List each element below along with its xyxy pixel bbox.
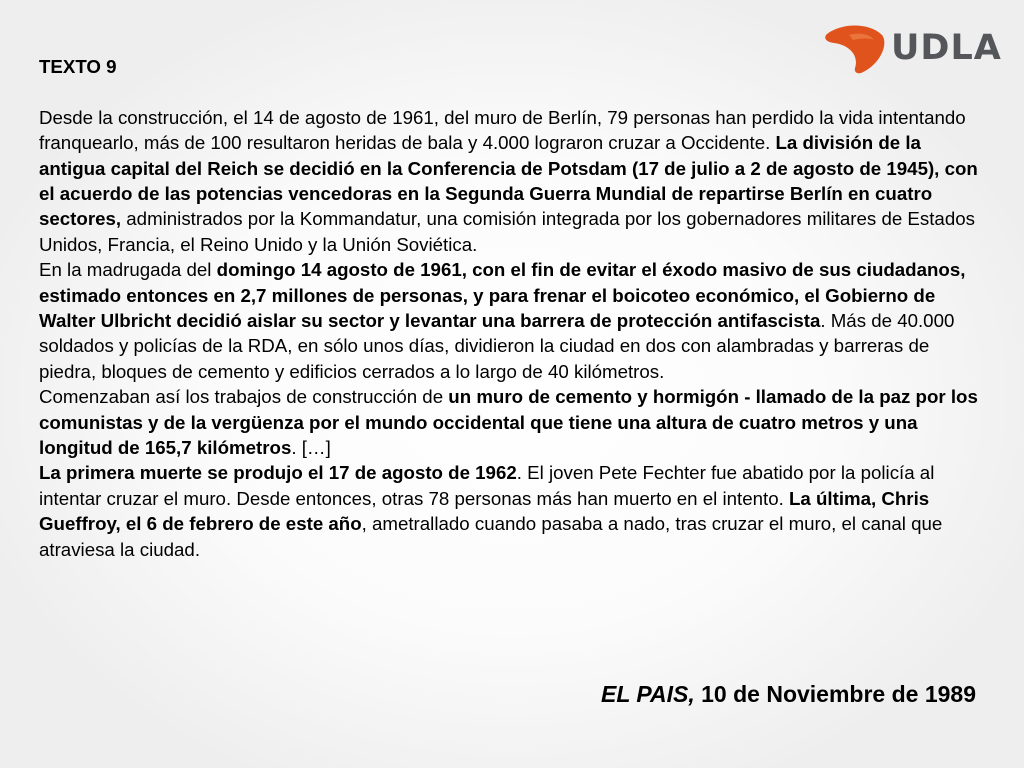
- text-segment: En la madrugada del: [39, 259, 217, 281]
- bold-text-segment: La división de la antigua capital del Reich se decidió en la Conferencia de Potsdam (17 de julio a 2 de agosto de 1945), con el acuerdo de las potencias vencedoras en la Segunda Guerra Mundial de repartirse Berlín en cuatro sectores: [39, 132, 978, 230]
- text-segment: Comenzaban así los trabajos de construcción de: [39, 386, 449, 408]
- bold-text-segment: un muro de cemento y hormigón - llamado de la paz por los comunistas y de la vergüenza por el mundo occidental que tiene una altura de cuatro metros y una longitud de 165,7 kilómetros: [39, 386, 978, 459]
- section-title: TEXTO 9: [39, 56, 117, 77]
- article-body: [39, 54, 989, 562]
- paragraph: [39, 460, 989, 562]
- udla-logo-text: UDLA: [891, 28, 1002, 68]
- text-segment: administrados por la Kommandatur, una comisión integrada por los gobernadores militares de Estados Unidos, Francia, el Reino Unido y la Unión Soviética.: [39, 208, 975, 255]
- paragraph: [39, 257, 989, 384]
- source-publication: EL PAIS,: [601, 681, 695, 707]
- text-segment: . El joven Pete Fechter fue abatido por la policía al intentar cruzar el muro. Desde entonces, otras 78 personas más han muerto en el intento.: [39, 462, 935, 509]
- paragraph: [39, 384, 989, 460]
- text-segment: . Más de 40.000 soldados y policías de la RDA, en sólo unos días, dividieron la ciudad en dos con alambradas y barreras de piedra, bloques de cemento y edificios cerrados a lo largo de 40 kilómetros.: [39, 310, 955, 382]
- source-date: 10 de Noviembre de 1989: [694, 681, 976, 707]
- text-segment: Desde la construcción, el 14 de agosto de 1961, del muro de Berlín, 79 personas han perdido la vida intentando franquearlo, más de 100 resultaron heridas de bala y 4.000 lograron cruzar a Occidente.: [39, 106, 966, 154]
- bold-text-segment: La primera muerte se produjo el 17 de agosto de 1962: [39, 462, 517, 484]
- bold-text-segment: domingo 14 agosto de 1961, con el fin de evitar el éxodo masivo de sus ciudadanos, estimado entonces en 2,7 millones de personas, y para frenar el boicoteo económico, el Gobierno de Walter Ulbricht decidió aislar su sector y levantar una barrera de protección antifascista: [39, 259, 966, 332]
- bold-text-segment: ,: [115, 208, 122, 230]
- bold-text-segment: La última, Chris Gueffroy, el 6 de febrero de este año: [39, 487, 930, 535]
- text-segment: , ametrallado cuando pasaba a nado, tras cruzar el muro, el canal que atraviesa la ciudad.: [39, 513, 943, 560]
- source-citation: [601, 681, 976, 708]
- text-segment: . […]: [291, 437, 331, 459]
- paragraph: [39, 105, 989, 257]
